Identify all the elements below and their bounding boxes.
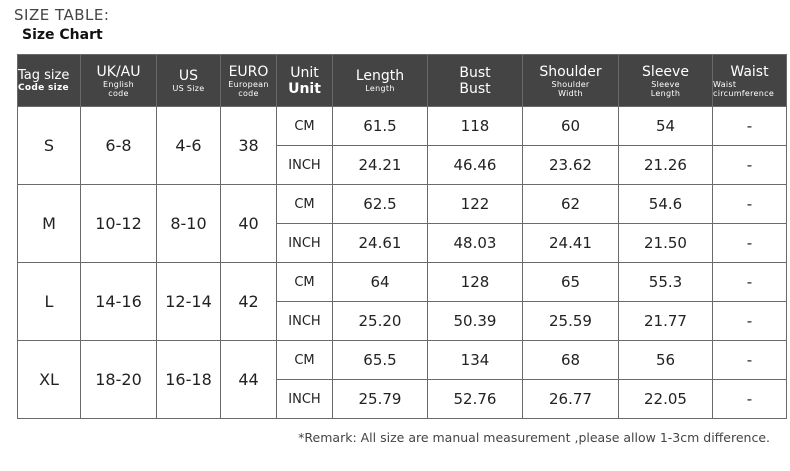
unit-cell: INCH	[277, 302, 333, 341]
tag-size-cell: XL	[18, 341, 81, 419]
chart-title: Size Chart	[22, 27, 103, 43]
tag-size-cell: L	[18, 263, 81, 341]
sleeve-cell: 54.6	[619, 185, 713, 224]
header-main: EURO	[228, 63, 269, 80]
sleeve-cell: 56	[619, 341, 713, 380]
header-unit	[277, 55, 333, 107]
us-size-cell: 12-14	[157, 263, 221, 341]
bust-cell: 128	[428, 263, 523, 302]
length-cell: 25.20	[333, 302, 428, 341]
euro-size-cell: 40	[221, 185, 277, 263]
header-sub: English code	[103, 79, 134, 98]
bust-cell: 122	[428, 185, 523, 224]
waist-cell: -	[713, 380, 787, 419]
length-cell: 64	[333, 263, 428, 302]
shoulder-cell: 23.62	[523, 146, 619, 185]
uk-size-cell: 14-16	[81, 263, 157, 341]
header-main: Shoulder	[539, 63, 602, 80]
table-row	[18, 341, 787, 380]
header-main: US	[178, 68, 199, 84]
bust-cell: 52.76	[428, 380, 523, 419]
length-cell: 24.21	[333, 146, 428, 185]
euro-size-cell: 38	[221, 107, 277, 185]
unit-cell: CM	[277, 263, 333, 302]
header-main: Length	[355, 68, 405, 84]
header-sub: US Size	[172, 84, 205, 93]
uk-size-cell: 18-20	[81, 341, 157, 419]
header-sub: Code size	[18, 83, 69, 93]
euro-size-cell: 44	[221, 341, 277, 419]
header-length	[333, 55, 428, 107]
waist-cell: -	[713, 185, 787, 224]
waist-cell: -	[713, 224, 787, 263]
unit-cell: CM	[277, 185, 333, 224]
unit-cell: INCH	[277, 224, 333, 263]
shoulder-cell: 60	[523, 107, 619, 146]
header-row	[18, 55, 787, 107]
uk-size-cell: 6-8	[81, 107, 157, 185]
header-waist	[713, 55, 787, 107]
header-euro	[221, 55, 277, 107]
header-main: Sleeve	[642, 63, 689, 80]
header-uk-au	[81, 55, 157, 107]
tag-size-cell: S	[18, 107, 81, 185]
bust-cell: 48.03	[428, 224, 523, 263]
remark-note: *Remark: All size are manual measurement ,please allow 1-3cm difference.	[298, 430, 770, 445]
header-sub: Length	[365, 84, 395, 93]
header-main: Waist	[730, 63, 769, 80]
bust-cell: 46.46	[428, 146, 523, 185]
tag-size-cell: M	[18, 185, 81, 263]
header-sub: Sleeve Length	[650, 79, 681, 98]
us-size-cell: 8-10	[157, 185, 221, 263]
unit-cell: INCH	[277, 146, 333, 185]
sleeve-cell: 21.77	[619, 302, 713, 341]
length-cell: 25.79	[333, 380, 428, 419]
waist-cell: -	[713, 107, 787, 146]
header-main: Tag size	[18, 68, 70, 83]
unit-cell: INCH	[277, 380, 333, 419]
header-main: UK/AU	[96, 63, 141, 80]
table-row	[18, 185, 787, 224]
header-us	[157, 55, 221, 107]
length-cell: 62.5	[333, 185, 428, 224]
header-tag-size	[18, 55, 81, 107]
section-title: SIZE TABLE:	[14, 6, 110, 24]
bust-cell: 50.39	[428, 302, 523, 341]
shoulder-cell: 68	[523, 341, 619, 380]
table-row	[18, 107, 787, 146]
bust-cell: 134	[428, 341, 523, 380]
header-sub: Bust	[459, 80, 491, 97]
waist-cell: -	[713, 146, 787, 185]
header-shoulder	[523, 55, 619, 107]
sleeve-cell: 54	[619, 107, 713, 146]
us-size-cell: 16-18	[157, 341, 221, 419]
waist-cell: -	[713, 341, 787, 380]
uk-size-cell: 10-12	[81, 185, 157, 263]
unit-cell: CM	[277, 107, 333, 146]
us-size-cell: 4-6	[157, 107, 221, 185]
header-sub: Shoulder Width	[551, 79, 590, 98]
header-sub: Unit	[288, 80, 321, 97]
shoulder-cell: 25.59	[523, 302, 619, 341]
sleeve-cell: 21.50	[619, 224, 713, 263]
unit-cell: CM	[277, 341, 333, 380]
header-main: Bust	[459, 64, 491, 81]
shoulder-cell: 24.41	[523, 224, 619, 263]
sleeve-cell: 21.26	[619, 146, 713, 185]
header-bust	[428, 55, 523, 107]
shoulder-cell: 26.77	[523, 380, 619, 419]
sleeve-cell: 22.05	[619, 380, 713, 419]
header-main: Unit	[290, 64, 319, 81]
header-sub: European code	[228, 79, 269, 98]
header-sub: Waist circumference	[713, 79, 775, 98]
bust-cell: 118	[428, 107, 523, 146]
sleeve-cell: 55.3	[619, 263, 713, 302]
header-sleeve	[619, 55, 713, 107]
size-chart-table	[17, 54, 787, 419]
length-cell: 65.5	[333, 341, 428, 380]
shoulder-cell: 65	[523, 263, 619, 302]
length-cell: 24.61	[333, 224, 428, 263]
euro-size-cell: 42	[221, 263, 277, 341]
table-row	[18, 263, 787, 302]
shoulder-cell: 62	[523, 185, 619, 224]
waist-cell: -	[713, 263, 787, 302]
waist-cell: -	[713, 302, 787, 341]
length-cell: 61.5	[333, 107, 428, 146]
